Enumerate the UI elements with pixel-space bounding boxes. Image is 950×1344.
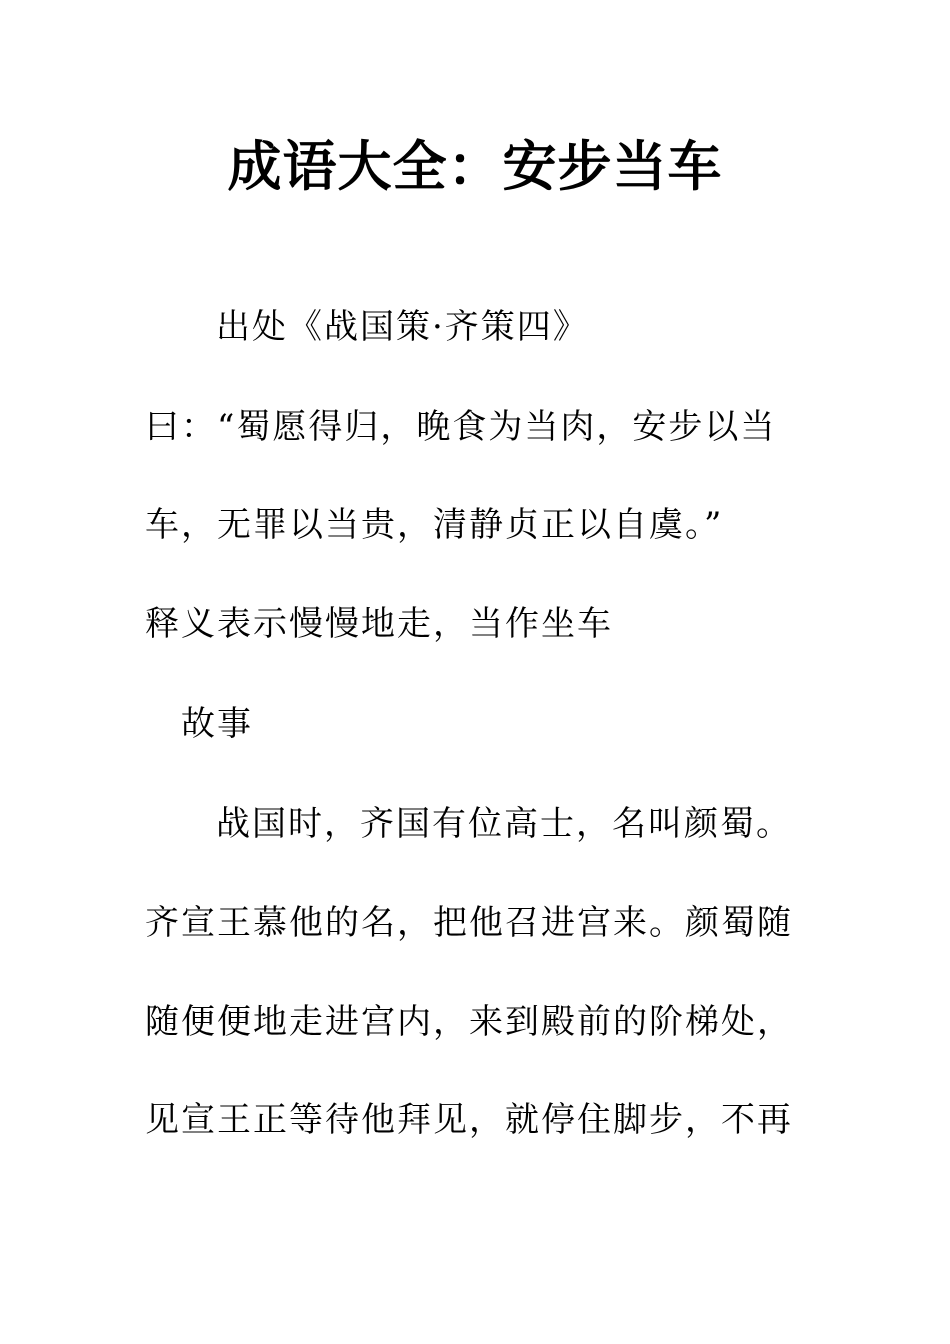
document-title: 成语大全：安步当车 xyxy=(227,135,723,198)
meaning-line: 释义表示慢慢地走，当作坐车 xyxy=(145,604,613,644)
story-line-3: 随便便地走进宫内，来到殿前的阶梯处， xyxy=(145,1002,793,1042)
story-heading: 故事 xyxy=(181,704,253,744)
story-line-2: 齐宣王慕他的名，把他召进宫来。颜蜀随 xyxy=(145,903,793,943)
story-line-4: 见宣王正等待他拜见，就停住脚步，不再 xyxy=(145,1100,793,1140)
quote-line-2: 车，无罪以当贵，清静贞正以自虞。” xyxy=(145,505,724,545)
quote-line-1: 曰：“蜀愿得归，晚食为当肉，安步以当 xyxy=(145,407,777,447)
story-line-1: 战国时，齐国有位高士，名叫颜蜀。 xyxy=(216,804,792,844)
source-line: 出处《战国策·齐策四》 xyxy=(216,307,589,347)
